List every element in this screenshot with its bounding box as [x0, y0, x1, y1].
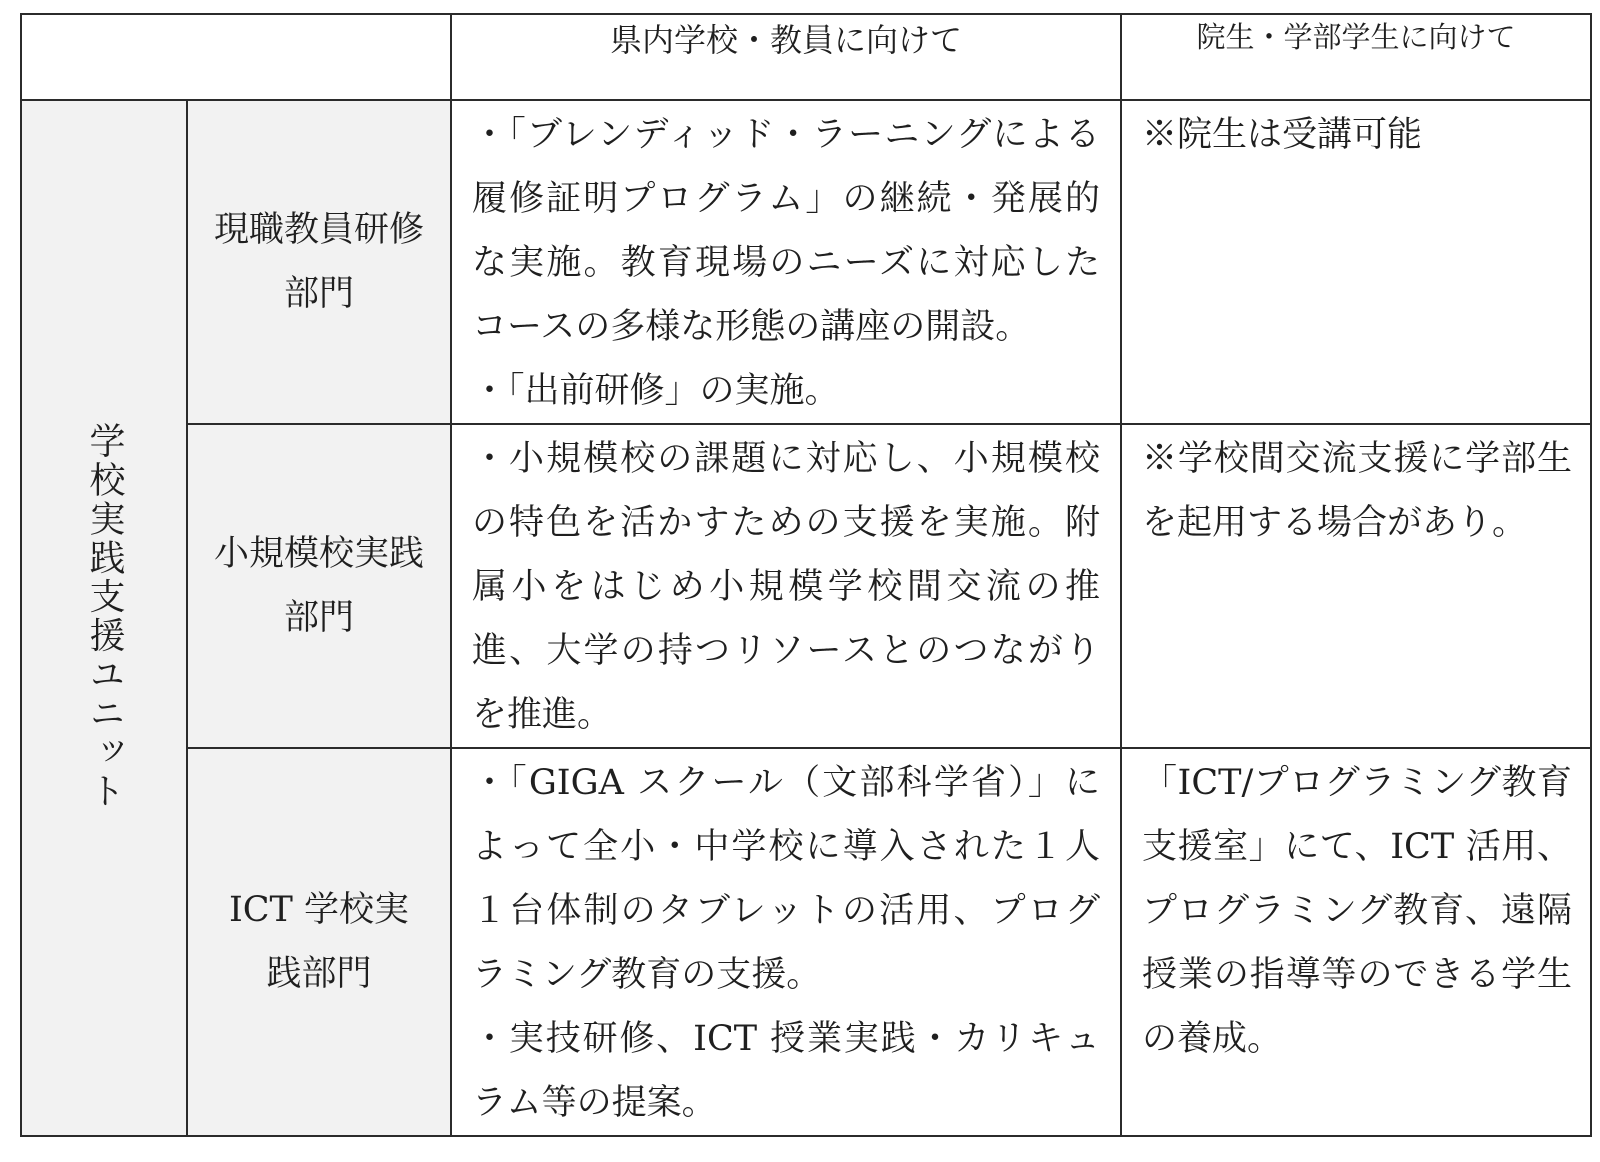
department-label: ICT 学校実 践部門	[228, 890, 410, 994]
student-cell	[1121, 748, 1591, 1136]
department-cell	[187, 424, 451, 748]
student-cell	[1121, 424, 1591, 748]
header-row	[21, 14, 1591, 100]
school-text	[452, 101, 1120, 423]
school-paragraph: ・実技研修、ICT 授業実践・カリキュラム等の提案。	[472, 1019, 1100, 1123]
table-row	[21, 748, 1591, 1136]
department-label: 小規模校実践 部門	[213, 534, 424, 638]
school-text	[452, 749, 1120, 1135]
student-text: ※院生は受講可能	[1142, 115, 1423, 155]
school-paragraph: ・「GIGA スクール（文部科学省）」によって全小・中学校に導入された１人１台体制のタブレットの活用、プログラミング教育の支援。	[472, 763, 1100, 995]
header-school-teachers: 県内学校・教員に向けて	[451, 14, 1121, 100]
school-paragraph: ・「出前研修」の実施。	[472, 371, 840, 411]
school-cell	[451, 424, 1121, 748]
support-unit-table	[20, 13, 1592, 1137]
school-cell	[451, 748, 1121, 1136]
department-cell	[187, 100, 451, 424]
school-paragraph: ・「ブレンディッド・ラーニングによる履修証明プログラム」の継続・発展的な実施。教育現場のニーズに対応したコースの多様な形態の講座の開設。	[472, 115, 1100, 347]
table-row	[21, 424, 1591, 748]
student-cell	[1121, 100, 1591, 424]
unit-label: 学校実践支援ユニット	[84, 421, 125, 811]
school-text	[452, 425, 1120, 747]
unit-cell	[21, 100, 187, 1136]
header-empty-cell	[21, 14, 451, 100]
table-row	[21, 100, 1591, 424]
student-text: 「ICT/プログラミング教育支援室」にて、ICT 活用、プログラミング教育、遠隔授業の指導等のできる学生の養成。	[1142, 763, 1572, 1059]
school-cell	[451, 100, 1121, 424]
department-cell	[187, 748, 451, 1136]
header-students: 院生・学部学生に向けて	[1121, 14, 1591, 100]
department-label: 現職教員研修 部門	[213, 210, 424, 314]
student-text: ※学校間交流支援に学部生を起用する場合があり。	[1142, 439, 1572, 543]
school-paragraph: ・小規模校の課題に対応し、小規模校の特色を活かすための支援を実施。附属小をはじめ小規模学校間交流の推進、大学の持つリソースとのつながりを推進。	[472, 439, 1100, 735]
